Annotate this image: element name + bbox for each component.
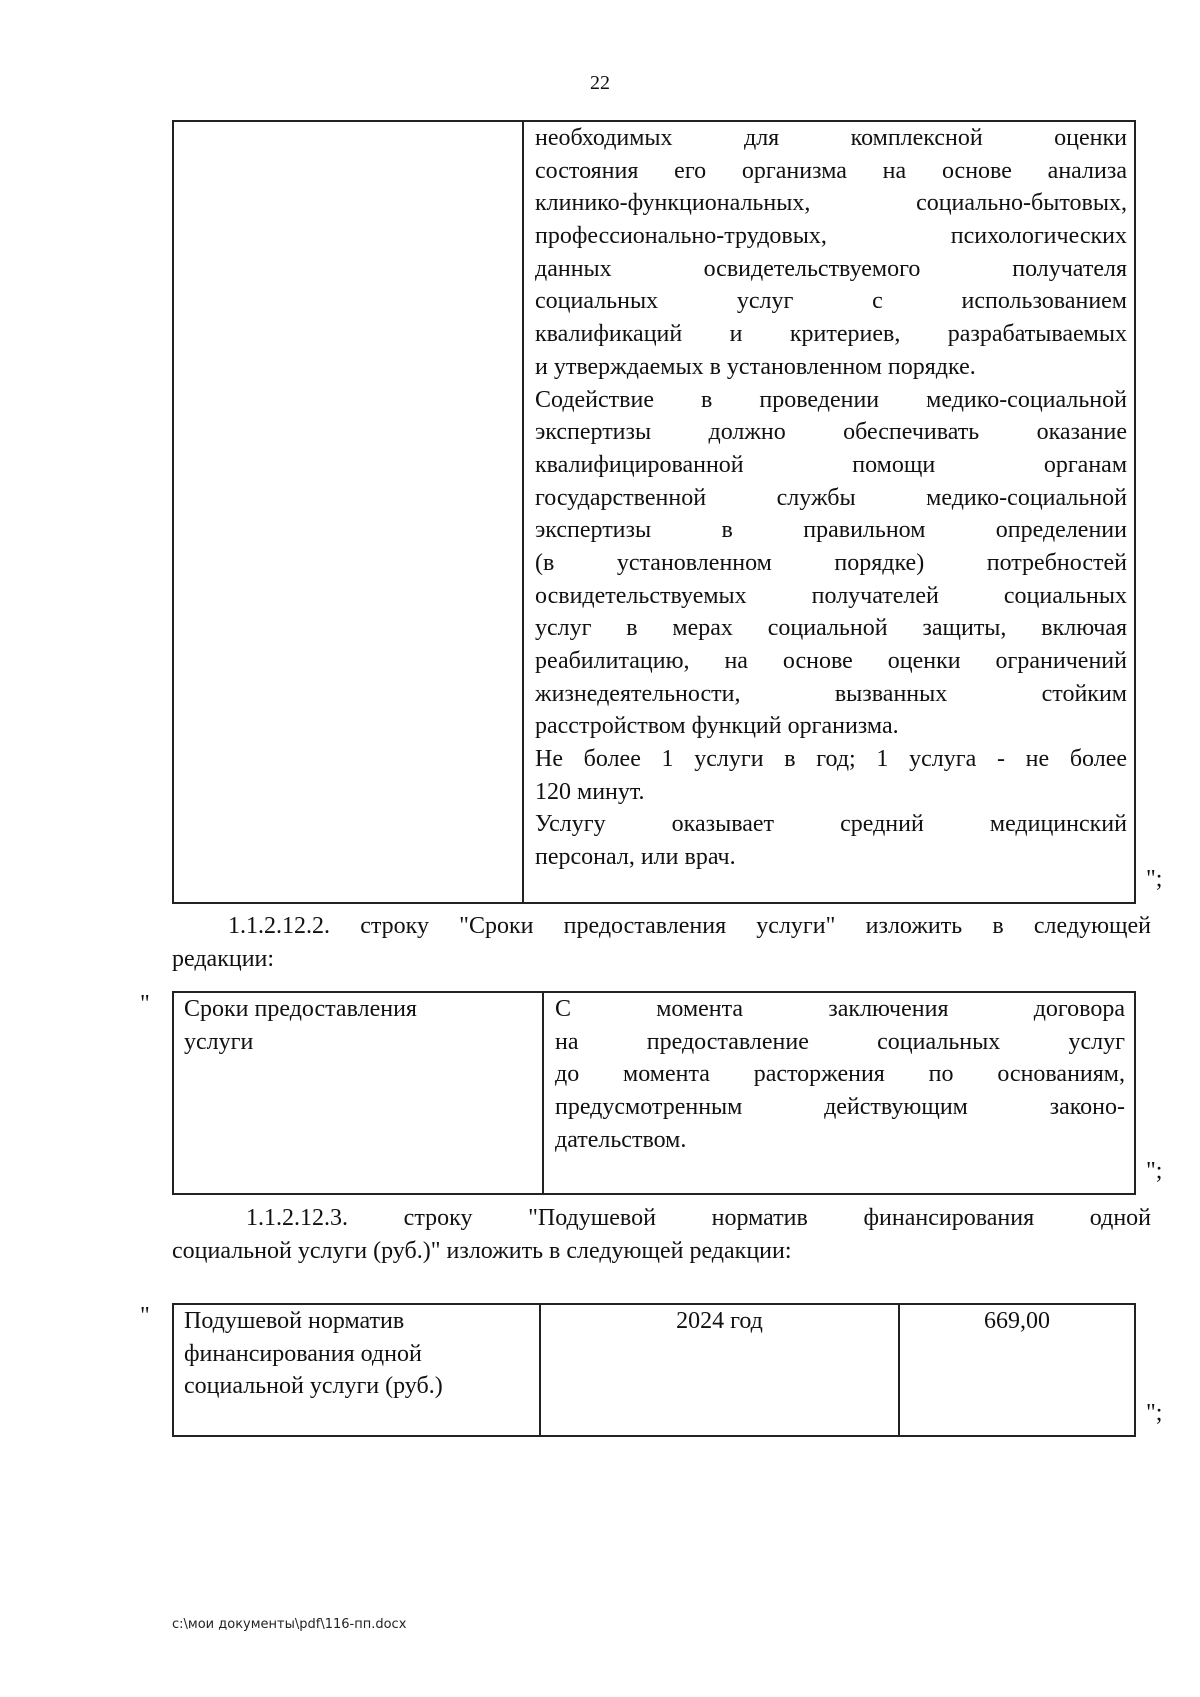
cell-line: квалификаций и критериев, разрабатываемых	[535, 321, 1127, 348]
cell-line: Не более 1 услуги в год; 1 услуга - не более	[535, 746, 1127, 773]
paragraph-item-1-1-2-12-3	[172, 1202, 1151, 1267]
closing-quote: ";	[1146, 866, 1163, 892]
opening-quote: "	[140, 991, 150, 1017]
cell-line: профессионально-трудовых, психологических	[535, 223, 1127, 250]
table3-year-cell: 2024 год	[540, 1304, 899, 1436]
cell-line: предусмотренным действующим законо-	[555, 1094, 1125, 1121]
cell-line: услуги	[184, 1028, 254, 1055]
cell-line: реабилитацию, на основе оценки ограничений	[535, 648, 1127, 674]
cell-line: квалифицированной помощи органам	[535, 451, 1127, 478]
cell-line: дательством.	[555, 1126, 687, 1153]
cell-line: жизнедеятельности, вызванных стойким	[535, 680, 1127, 707]
table1-left-cell	[173, 121, 523, 903]
cell-line: социальных услуг с использованием	[535, 288, 1127, 315]
paragraph-line: социальной услуги (руб.)" изложить в следующей редакции:	[172, 1237, 792, 1264]
cell-line: необходимых для комплексной оценки	[535, 125, 1127, 151]
cell-line: социальной услуги (руб.)	[184, 1373, 443, 1400]
cell-line: персонал, или врач.	[535, 844, 736, 871]
paragraph-line: редакции:	[172, 945, 275, 972]
page-number: 22	[590, 72, 610, 94]
closing-quote: ";	[1146, 1400, 1163, 1426]
table-continuation	[172, 120, 1136, 904]
cell-line: государственной службы медико-социальной	[535, 484, 1127, 511]
cell-line: освидетельствуемых получателей социальных	[535, 582, 1127, 609]
cell-line: Содействие в проведении медико-социальной	[535, 386, 1127, 413]
table-service-terms	[172, 991, 1136, 1195]
paragraph-item-1-1-2-12-2	[172, 910, 1151, 975]
cell-line: и утверждаемых в установленном порядке.	[535, 353, 976, 380]
cell-line: расстройством функций организма.	[535, 713, 899, 740]
cell-line: (в установленном порядке) потребностей	[535, 549, 1127, 576]
paragraph-line: 1.1.2.12.3. строку "Подушевой норматив финансирования одной	[246, 1205, 1151, 1231]
cell-line: Услугу оказывает средний медицинский	[535, 811, 1127, 838]
file-path-footer: c:\мои документы\pdf\116-пп.docx	[172, 1617, 407, 1632]
cell-line: финансирования одной	[184, 1340, 422, 1367]
cell-line: С момента заключения договора	[555, 996, 1125, 1022]
table2-value-cell	[543, 992, 1135, 1194]
table2-label-cell	[173, 992, 543, 1194]
cell-line: клинико-функциональных, социально-бытовых,	[535, 190, 1127, 217]
paragraph-line: 1.1.2.12.2. строку "Сроки предоставления услуги" изложить в следующей	[228, 913, 1151, 939]
cell-line: состояния его организма на основе анализа	[535, 157, 1127, 184]
cell-line: Сроки предоставления	[184, 996, 417, 1022]
cell-line: Подушевой норматив	[184, 1308, 405, 1334]
opening-quote: "	[140, 1303, 150, 1329]
cell-line: на предоставление социальных услуг	[555, 1028, 1125, 1055]
cell-line: экспертизы в правильном определении	[535, 517, 1127, 544]
cell-line: экспертизы должно обеспечивать оказание	[535, 419, 1127, 446]
cell-line: до момента расторжения по основаниям,	[555, 1061, 1125, 1088]
table3-value-cell: 669,00	[899, 1304, 1135, 1436]
table1-right-cell	[523, 121, 1135, 903]
cell-line: данных освидетельствуемого получателя	[535, 255, 1127, 282]
cell-line: 120 минут.	[535, 778, 645, 805]
closing-quote: ";	[1146, 1158, 1163, 1184]
table-funding-standard	[172, 1303, 1136, 1437]
cell-line: услуг в мерах социальной защиты, включая	[535, 615, 1127, 642]
table3-label-cell	[173, 1304, 540, 1436]
